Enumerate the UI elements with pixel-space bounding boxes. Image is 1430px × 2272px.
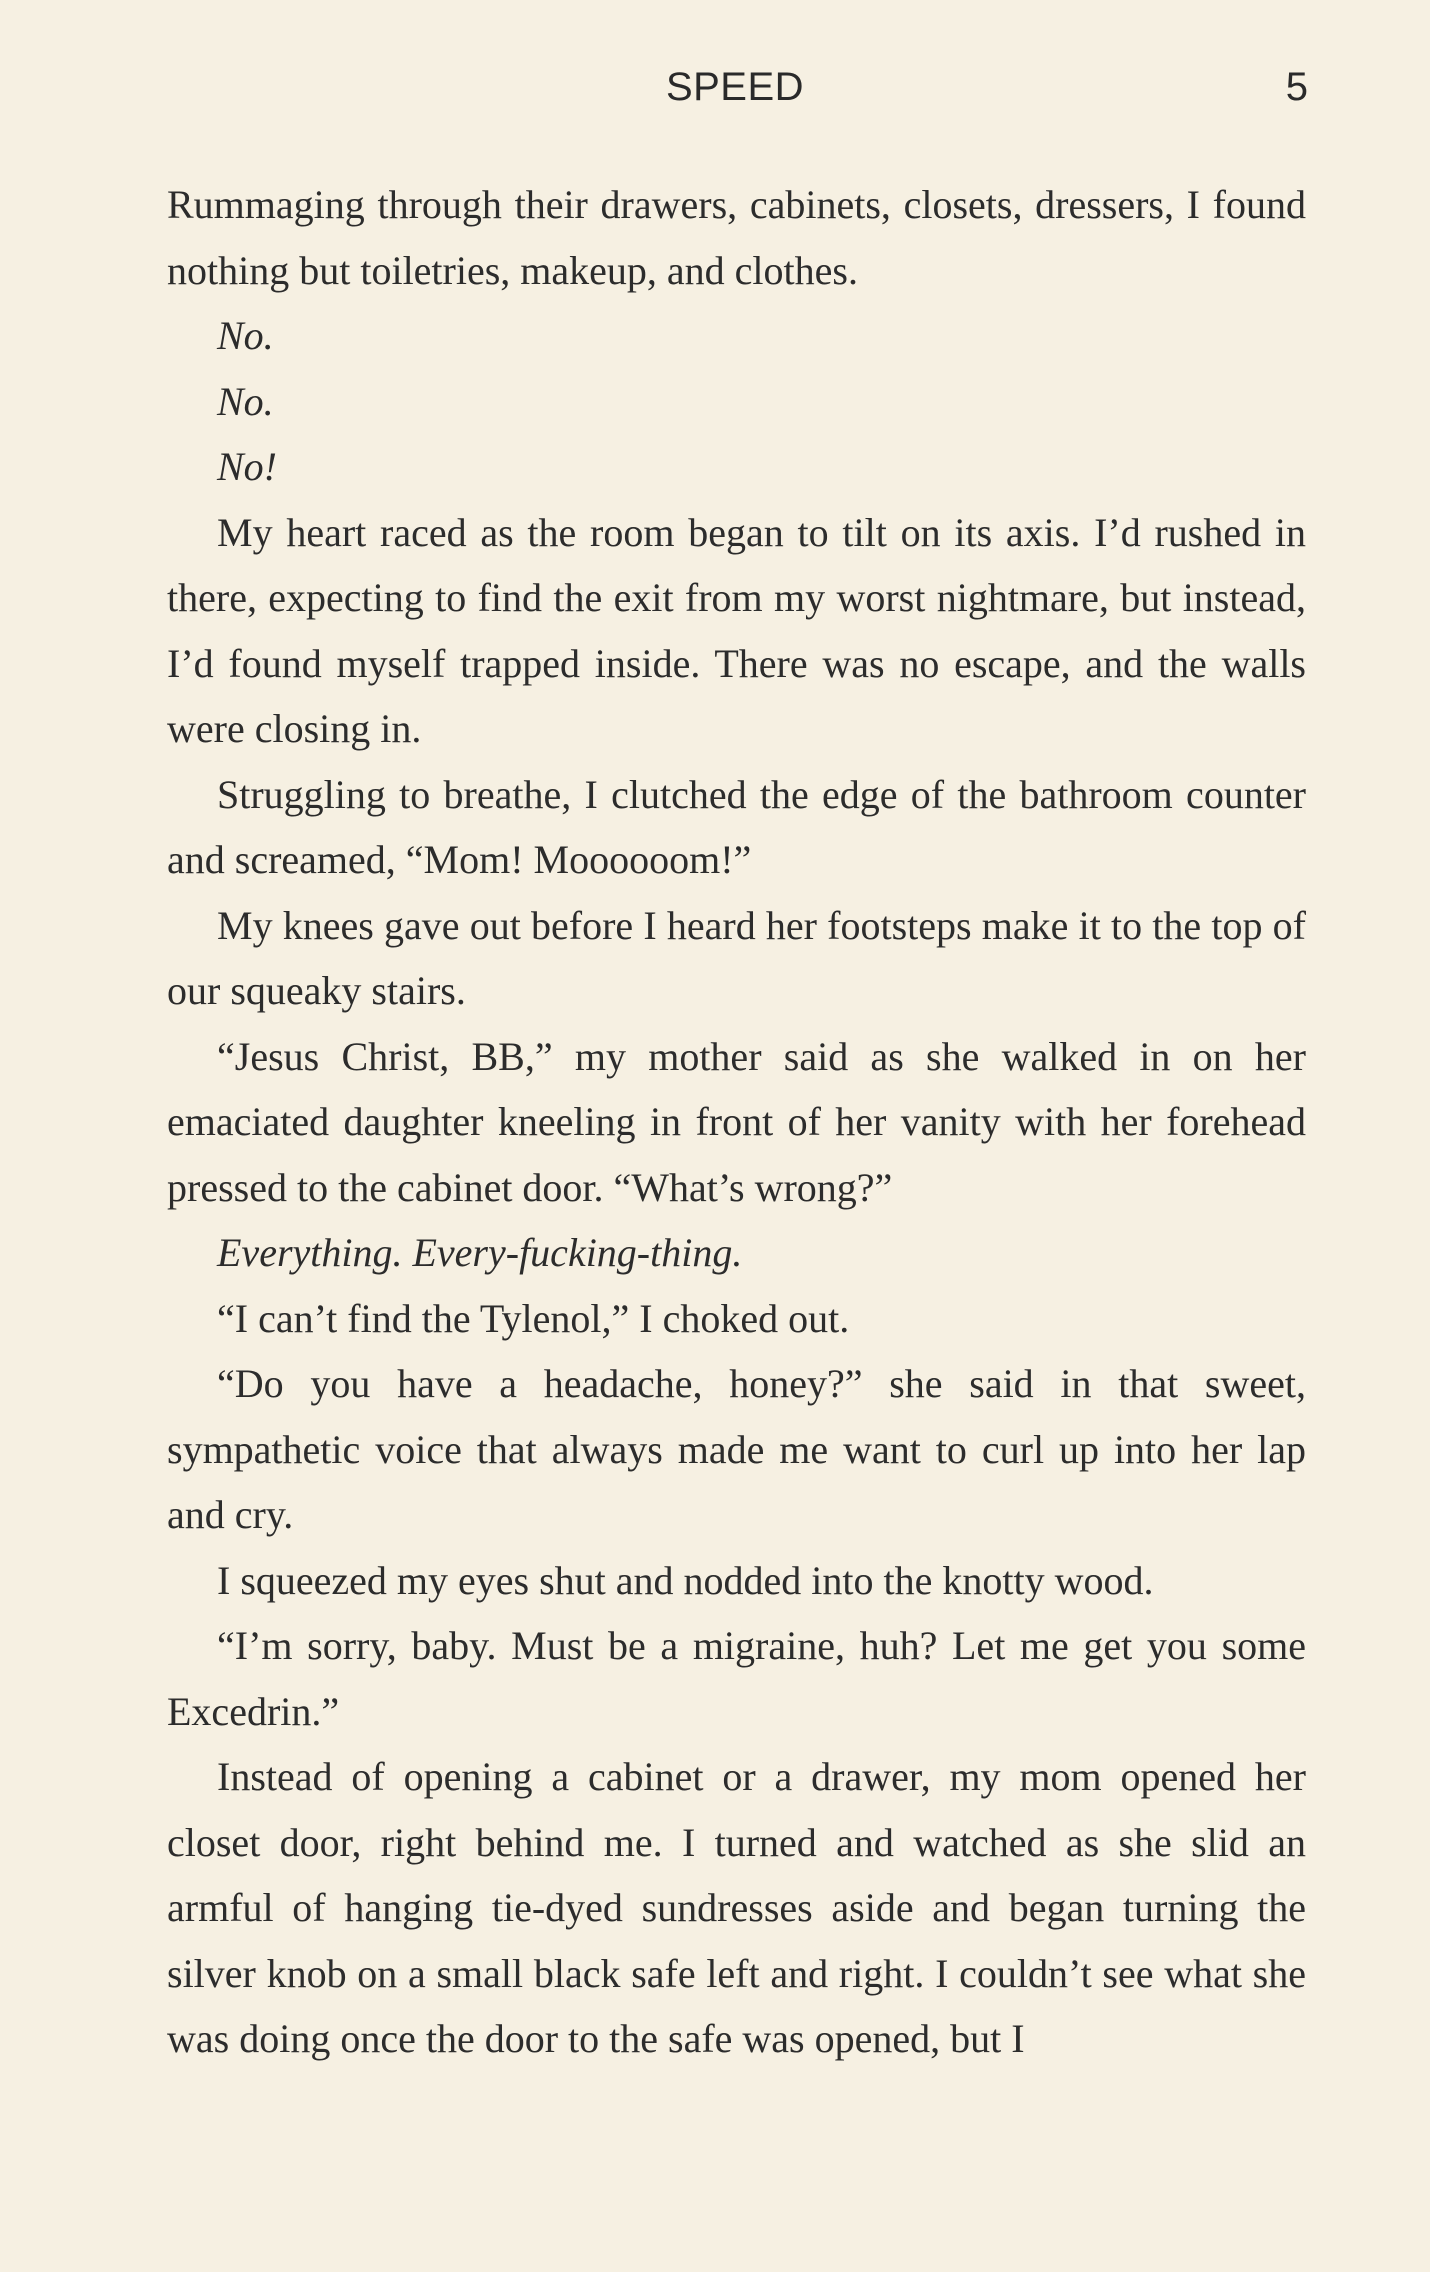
italic-thought: No! xyxy=(217,444,277,489)
paragraph: “Do you have a headache, honey?” she said in that sweet, sympathetic voice that always made me want to curl up into her lap and cry. xyxy=(167,1361,1306,1537)
paragraph: Instead of opening a cabinet or a drawer, my mom opened her closet door, right behind me. I turned and watched as she slid an armful of hanging tie-dyed sundresses aside and began turning the silver knob on a small black safe left and right. I couldn’t see what she was doing once the door to the safe was opened, but I xyxy=(167,1754,1306,2061)
italic-thought: Everything. Every-fucking-thing. xyxy=(217,1230,743,1275)
paragraph: Struggling to breathe, I clutched the edge of the bathroom counter and screamed, “Mom! Moooooom!” xyxy=(167,771,1306,882)
paragraph xyxy=(167,303,1306,369)
running-title: SPEED xyxy=(665,65,805,109)
body-text xyxy=(167,172,1306,2072)
italic-thought: No. xyxy=(217,313,274,358)
paragraph xyxy=(167,434,1306,500)
italic-thought: No. xyxy=(217,378,274,424)
paragraph: My heart raced as the room began to tilt on its axis. I’d rushed in there, expecting to find the exit from my worst nightmare, but instead, I’d found myself trapped inside. There was no escape, and the walls were closing in. xyxy=(167,509,1306,751)
page-number: 5 xyxy=(1285,65,1308,109)
paragraph xyxy=(167,369,1306,435)
paragraph: “I can’t find the Tylenol,” I choked out. xyxy=(217,1295,850,1341)
running-head xyxy=(0,62,1430,112)
paragraph: My knees gave out before I heard her footsteps make it to the top of our squeaky stairs. xyxy=(167,902,1306,1013)
paragraph xyxy=(167,1220,1306,1286)
paragraph: Rummaging through their drawers, cabinets, closets, dressers, I found nothing but toiletries, makeup, and clothes. xyxy=(167,182,1306,293)
paragraph: I squeezed my eyes shut and nodded into the knotty wood. xyxy=(217,1557,1154,1603)
paragraph: “Jesus Christ, BB,” my mother said as she walked in on her emaciated daughter kneeling in front of her vanity with her forehead pressed to the cabinet door. “What’s wrong?” xyxy=(167,1033,1306,1210)
paragraph: “I’m sorry, baby. Must be a migraine, huh? Let me get you some Excedrin.” xyxy=(167,1623,1306,1734)
